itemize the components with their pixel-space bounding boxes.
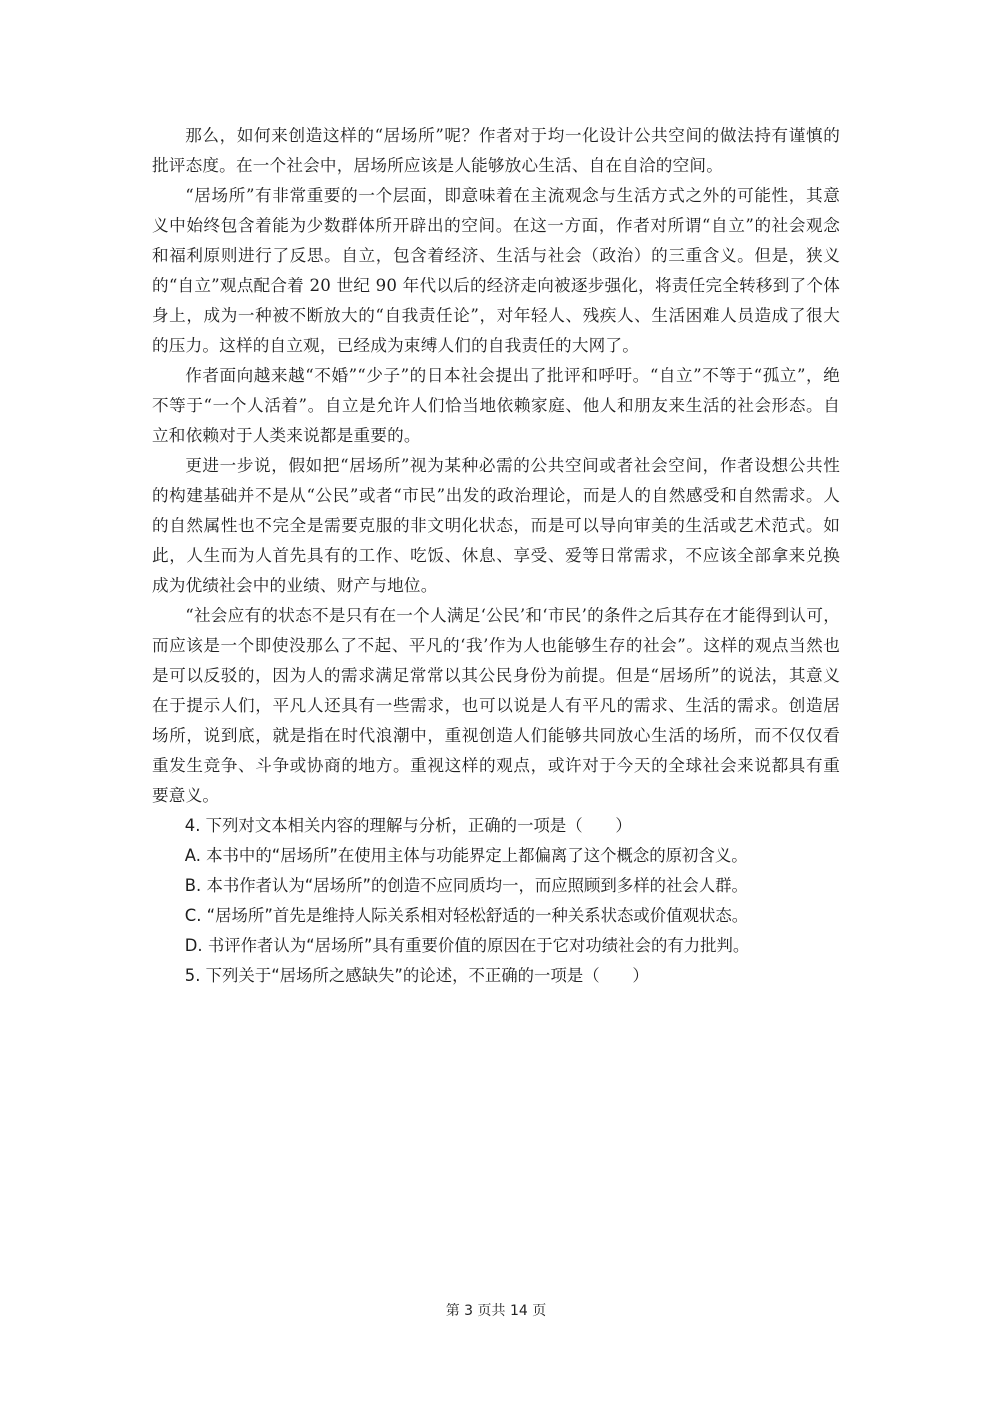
question-4-option-d: D. 书评作者认为“居场所”具有重要价值的原因在于它对功绩社会的有力批判。	[184, 936, 750, 955]
passage-paragraph: “社会应有的状态不是只有在一个人满足‘公民’和‘市民’的条件之后其存在才能得到认可，而应该是一个即使没那么了不起、平凡的‘我’作为人也能够生存的社会”。这样的观点当然也是可以反驳的，因为人的需求满足常常以其公民身份为前提。但是“居场所”的说法，其意义在于提示人们，平凡人还具有一些需求，也可以说是人有平凡的需求、生活的需求。创造居场所，说到底，就是指在时代浪潮中，重视创造人们能够共同放心生活的场所，而不仅仅看重发生竞争、斗争或协商的地方。重视这样的观点，或许对于今天的全球社会来说都具有重要意义。	[152, 606, 840, 805]
page-number-label: 第 3 页共 14 页	[445, 1303, 547, 1319]
question-4-stem: 4. 下列对文本相关内容的理解与分析，正确的一项是（ ）	[184, 816, 632, 835]
question-5-stem: 5. 下列关于“居场所之感缺失”的论述，不正确的一项是（ ）	[184, 966, 649, 985]
passage-paragraph: 作者面向越来越“不婚”“少子”的日本社会提出了批评和呼吁。“自立”不等于“孤立”，绝不等于“一个人活着”。自立是允许人们恰当地依赖家庭、他人和朋友来生活的社会形态。自立和依赖对于人类来说都是重要的。	[152, 366, 840, 445]
question-4-option-c: C. “居场所”首先是维持人际关系相对轻松舒适的一种关系状态或价值观状态。	[184, 906, 749, 925]
page-content	[152, 121, 840, 991]
passage-paragraph: 更进一步说，假如把“居场所”视为某种必需的公共空间或者社会空间，作者设想公共性的构建基础并不是从“公民”或者“市民”出发的政治理论，而是人的自然感受和自然需求。人的自然属性也不完全是需要克服的非文明化状态，而是可以导向审美的生活或艺术范式。如此，人生而为人首先具有的工作、吃饭、休息、享受、爱等日常需求，不应该全部拿来兑换成为优绩社会中的业绩、财产与地位。	[152, 456, 840, 595]
passage-paragraph: “居场所”有非常重要的一个层面，即意味着在主流观念与生活方式之外的可能性，其意义中始终包含着能为少数群体所开辟出的空间。在这一方面，作者对所谓“自立”的社会观念和福利原则进行了反思。自立，包含着经济、生活与社会（政治）的三重含义。但是，狭义的“自立”观点配合着 20 世纪 90 年代以后的经济走向被逐步强化，将责任完全转移到了个体身上，成为一种被不断放大的“自我责任论”，对年轻人、残疾人、生活困难人员造成了很大的压力。这样的自立观，已经成为束缚人们的自我责任的大网了。	[152, 186, 840, 355]
passage-paragraph: 那么，如何来创造这样的“居场所”呢？作者对于均一化设计公共空间的做法持有谨慎的批评态度。在一个社会中，居场所应该是人能够放心生活、自在自洽的空间。	[152, 126, 840, 175]
page-footer	[0, 1300, 992, 1320]
question-4-option-b: B. 本书作者认为“居场所”的创造不应同质均一，而应照顾到多样的社会人群。	[184, 876, 748, 895]
question-4-option-a: A. 本书中的“居场所”在使用主体与功能界定上都偏离了这个概念的原初含义。	[184, 846, 748, 865]
